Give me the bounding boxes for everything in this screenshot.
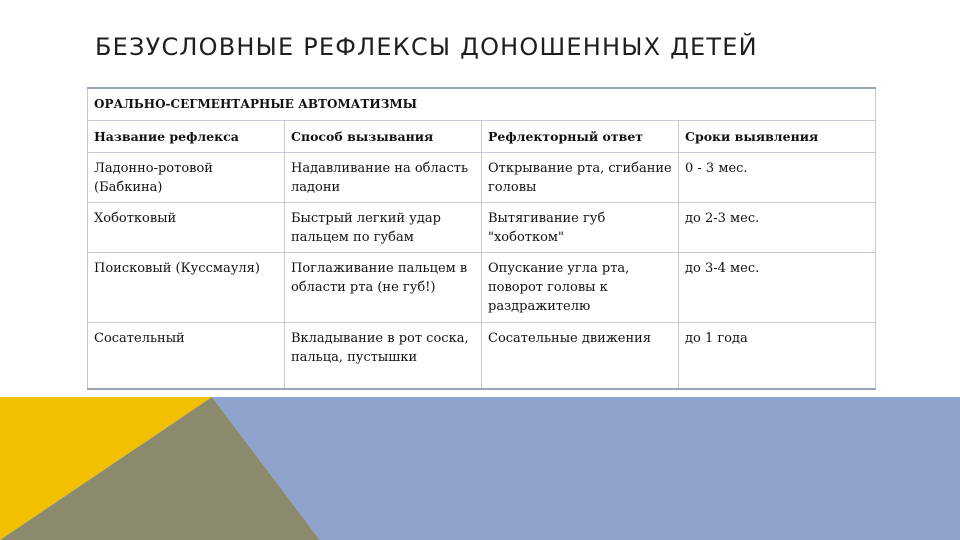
table-cell: Быстрый легкий удар пальцем по губам [285, 203, 482, 253]
table-cell: Поисковый (Куссмауля) [88, 253, 285, 323]
table-cell: Хоботковый [88, 203, 285, 253]
table-cell: Открывание рта, сгибание головы [482, 153, 679, 203]
table-cell: Вытягивание губ "хоботком" [482, 203, 679, 253]
reflex-table [87, 87, 876, 390]
table-cell: Поглаживание пальцем в области рта (не губ!) [285, 253, 482, 323]
table-cell: Вкладывание в рот соска, пальца, пустышки [285, 323, 482, 389]
table-header-row [88, 121, 876, 153]
table-row [88, 323, 876, 389]
table-cell: до 3-4 мес. [679, 253, 876, 323]
column-header: Рефлекторный ответ [482, 121, 679, 153]
column-header: Способ вызывания [285, 121, 482, 153]
reflex-table-container [87, 87, 875, 390]
table-cell: Надавливание на область ладони [285, 153, 482, 203]
table-cell: 0 - 3 мес. [679, 153, 876, 203]
table-cell: Опускание угла рта, поворот головы к раздражителю [482, 253, 679, 323]
table-cell: Сосательные движения [482, 323, 679, 389]
olive-triangle [0, 397, 320, 540]
yellow-triangle [0, 397, 212, 540]
table-row [88, 203, 876, 253]
column-header: Название рефлекса [88, 121, 285, 153]
table-cell: до 1 года [679, 323, 876, 389]
table-row [88, 153, 876, 203]
table-cell: до 2-3 мес. [679, 203, 876, 253]
table-cell: Ладонно-ротовой (Бабкина) [88, 153, 285, 203]
table-row [88, 253, 876, 323]
section-title: ОРАЛЬНО-СЕГМЕНТАРНЫЕ АВТОМАТИЗМЫ [88, 88, 876, 121]
table-section-row [88, 88, 876, 121]
table-cell: Сосательный [88, 323, 285, 389]
blue-shape [212, 397, 960, 540]
slide-title: БЕЗУСЛОВНЫЕ РЕФЛЕКСЫ ДОНОШЕННЫХ ДЕТЕЙ [95, 33, 758, 61]
column-header: Сроки выявления [679, 121, 876, 153]
